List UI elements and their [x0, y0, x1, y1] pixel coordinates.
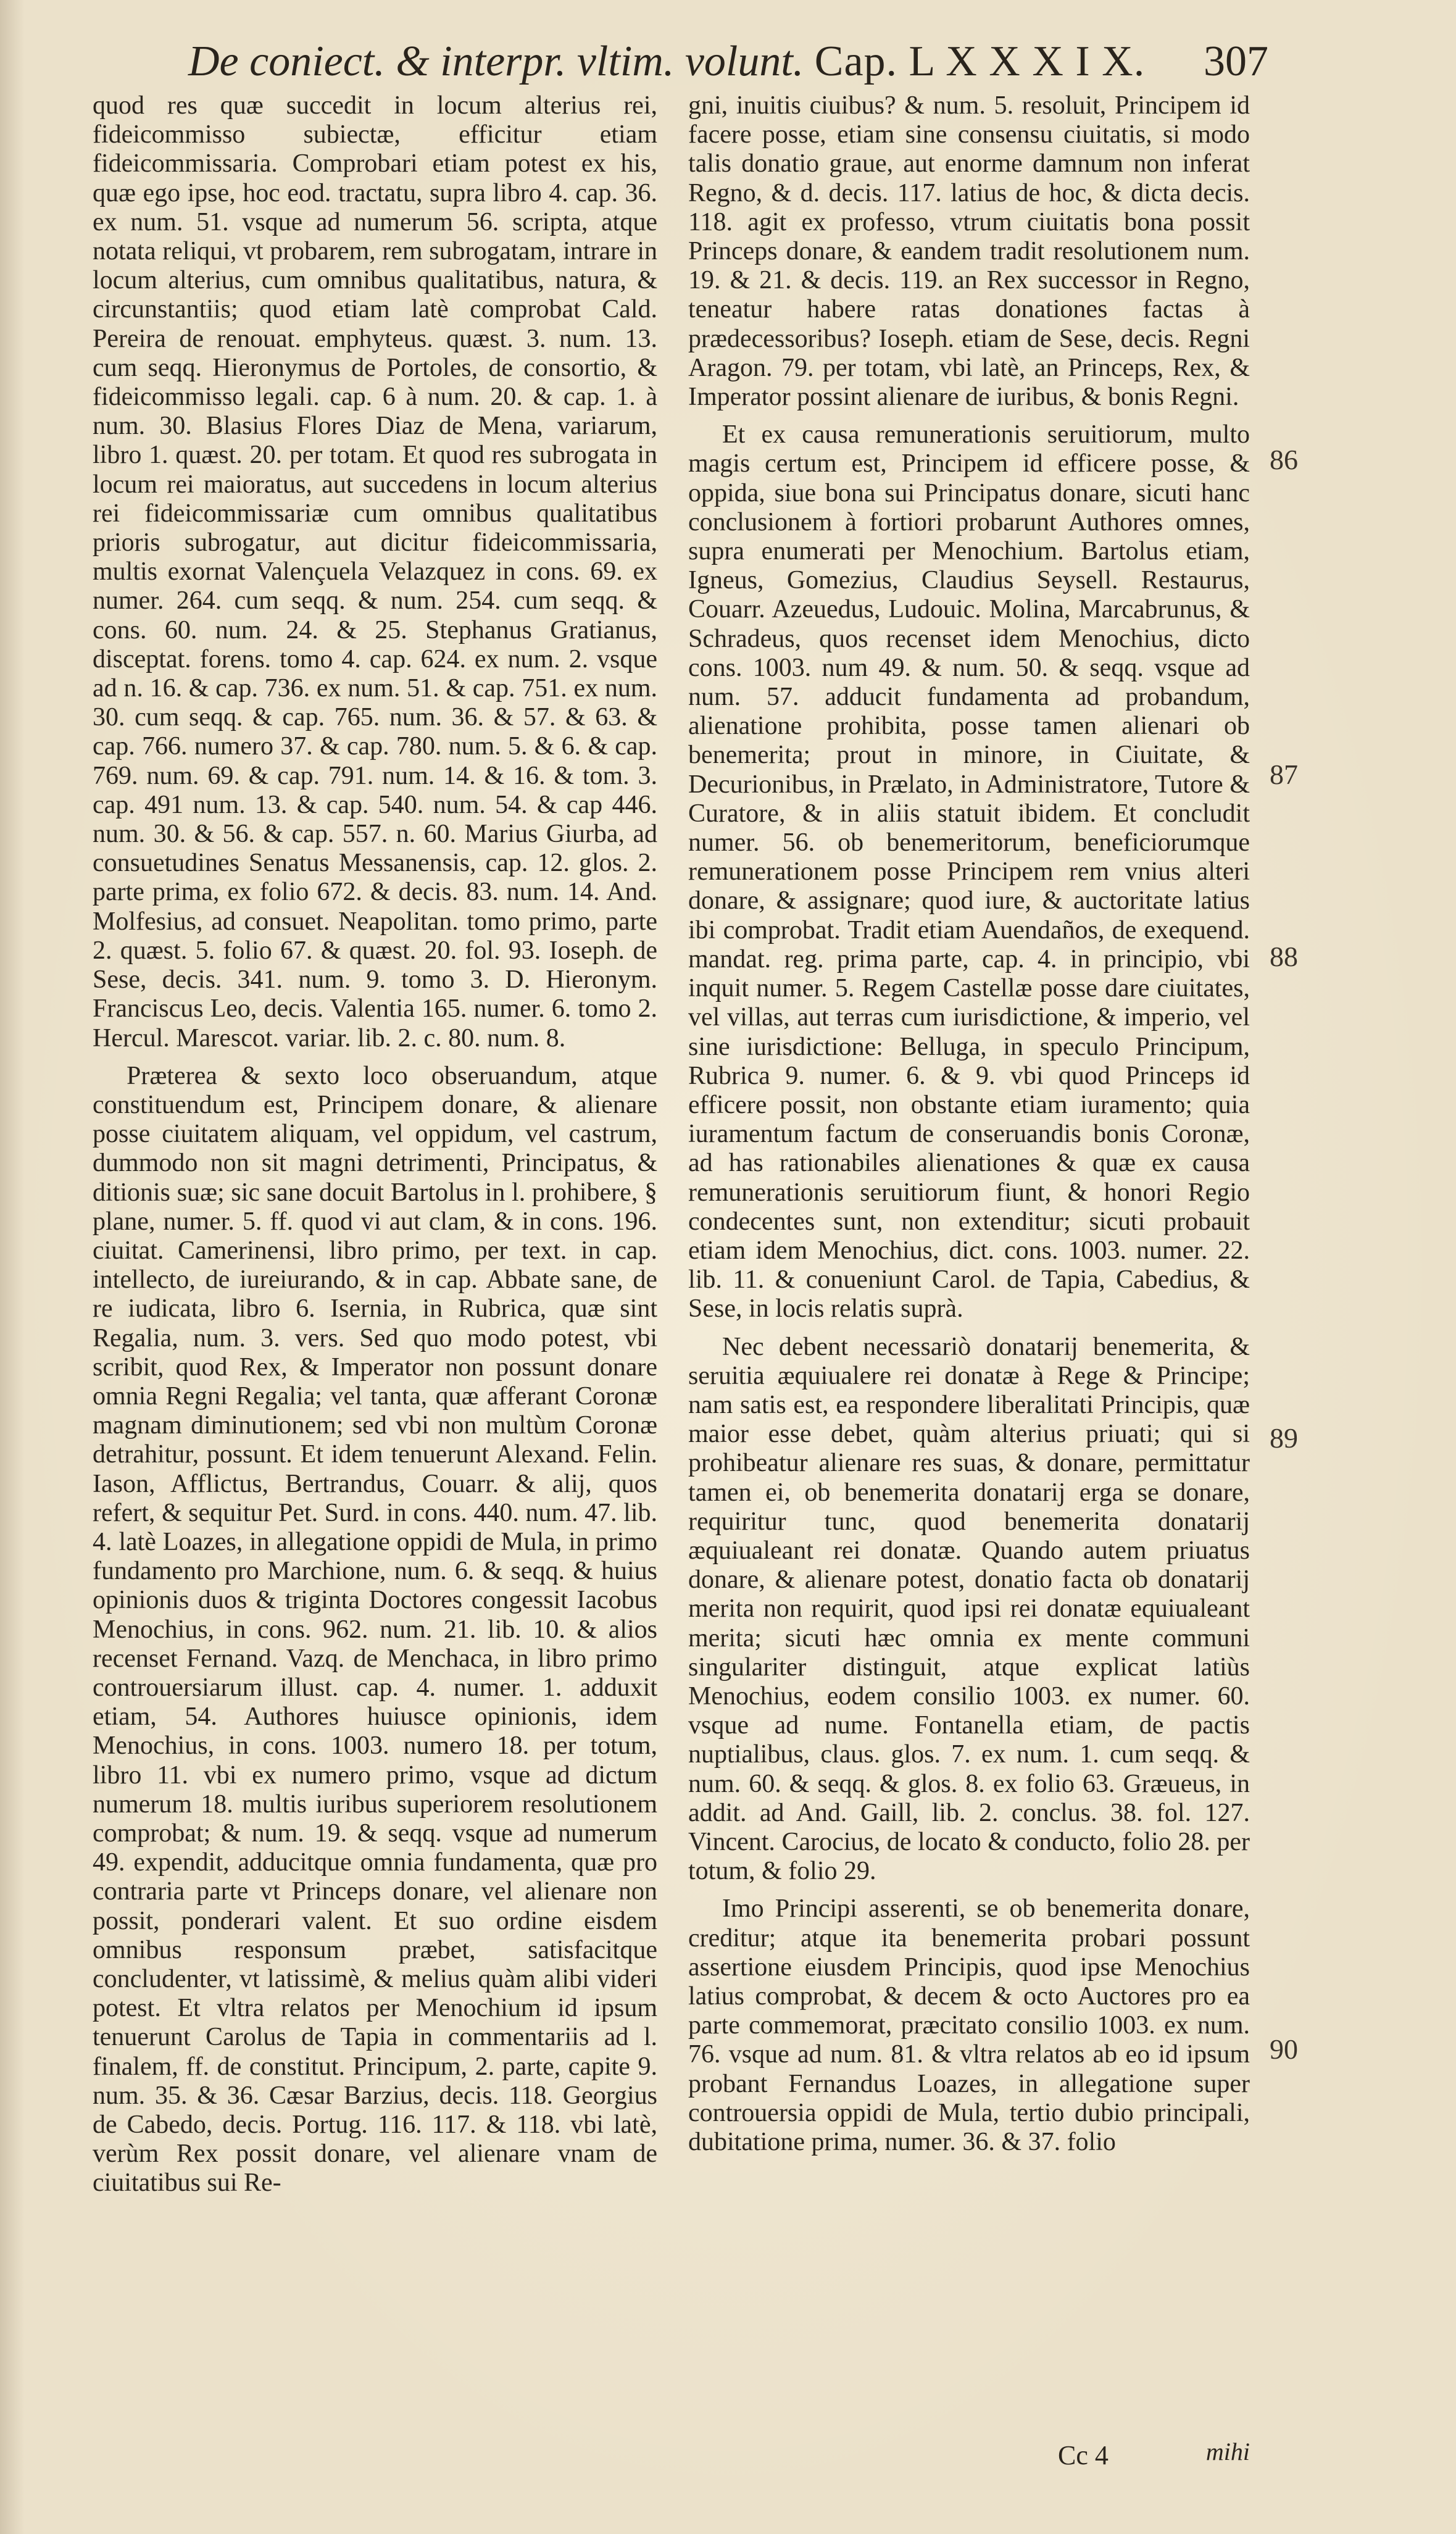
page-number: 307 — [1204, 38, 1268, 85]
left-paragraph-1: quod res quæ succedit in locum alterius rei, fideicommisso subiectæ, efficitur etiam fideicommissaria. Comprobari etiam potest ex his, quæ ego ipse, hoc eod. tractatu, supra libro 4. cap. 36. ex num. 51. vsque ad numerum 56. scripta, atque notata reliqui, vt probarem, rem subrogatam, intrare in locum alterius, cum omnibus qualitatibus, natura, & circunstantiis; quod etiam latè comprobat Cald. Pereira de renouat. emphyteus. quæst. 3. num. 13. cum seqq. Hieronymus de Portoles, de consortio, & fideicommisso legali. cap. 6 à num. 20. & cap. 1. à num. 30. Blasius Flores Diaz de Mena, variarum, libro 1. quæst. 20. per totam. Et quod res subrogata in locum rei maioratus, aut succedens in locum alterius rei fideicommissariæ cum omnibus qualitatibus prioris subrogatur, aut dicitur fideicommissaria, multis exornat Valençuela Velazquez in cons. 69. ex numer. 264. cum seqq. & num. 254. cum seqq. & cons. 60. num. 24. & 25. Stephanus Gratianus, disceptat. forens. tomo 4. cap. 624. ex num. 2. vsque ad n. 16. & cap. 736. ex num. 51. & cap. 751. ex num. 30. cum seqq. & cap. 765. num. 36. & 57. & 63. & cap. 766. numero 37. & cap. 780. num. 5. & 6. & cap. 769. num. 69. & cap. 791. num. 14. & 16. & tom. 3. cap. 491 num. 13. & cap. 540. num. 54. & cap 446. num. 30. & 56. & cap. 557. n. 60. Marius Giurba, ad consuetudines Senatus Messanensis, cap. 12. glos. 2. parte prima, ex folio 672. & decis. 83. num. 14. And. Molfesius, ad consuet. Neapolitan. tomo primo, parte 2. quæst. 5. folio 67. & quæst. 20. fol. 93. Ioseph. de Sese, decis. 341. num. 9. tomo 3. D. Hieronym. Franciscus Leo, decis. Valentia 165. numer. 6. tomo 2. Hercul. Marescot. variar. lib. 2. c. 80. num. 8. — [93, 91, 657, 1052]
signature-mark: Cc 4 — [1058, 2440, 1109, 2470]
right-paragraph-1: gni, inuitis ciuibus? & num. 5. resoluit, Principem id facere posse, etiam sine consensu ciuitatis, si modo talis donatio graue, aut enorme damnum non inferat Regno, & d. decis. 117. latius de hoc, & dicta decis. 118. agit ex professo, vtrum ciuitatis bona possit Princeps donare, & eandem tradit resolutionem num. 19. & 21. & decis. 119. an Rex successor in Regno, teneatur habere ratas donationes factas à prædecessoribus? Ioseph. etiam de Sese, decis. Regni Aragon. 79. per totam, vbi latè, an Princeps, Rex, & Imperator possint alienare de iuribus, & bonis Regni. — [688, 91, 1250, 412]
margin-note-90: 90 — [1270, 2033, 1298, 2065]
right-column — [688, 91, 1250, 2157]
running-head-chapter: Cap. L X X X I X. — [814, 38, 1146, 85]
right-paragraph-4: Imo Principi asserenti, se ob benemerita donare, creditur; atque ita benemerita probari possunt assertione eiusdem Principis, quod ipse Menochius latius comprobat, & decem & octo Auctores pro ea parte commemorat, præcitato consilio 1003. ex num. 76. vsque ad num. 81. & vltra relatos ab eo id ipsum probant Fernandus Loazes, in allegatione super controuersia oppidi de Mula, tertio dubio principali, dubitatione prima, numer. 36. & 37. folio — [688, 1894, 1250, 2157]
gutter-shadow — [0, 0, 25, 2534]
margin-note-89: 89 — [1270, 1422, 1298, 1454]
margin-note-87: 87 — [1270, 759, 1298, 790]
running-head-title: De coniect. & interpr. vltim. volunt. — [188, 38, 804, 85]
running-head — [188, 34, 1299, 90]
margin-note-88: 88 — [1270, 941, 1298, 972]
right-paragraph-3: Nec debent necessariò donatarij benemerita, & seruitia æquiualere rei donatæ à Rege & Principe; nam satis est, ea respondere liberalitati Principis, quæ maior esse debet, quàm alterius priuati; qui si prohibeatur alienare res suas, & donare, permittatur tamen ei, ob benemerita donatarij erga se donare, requiritur tunc, quod benemerita donatarij æquiualeant rei donatæ. Quando autem priuatus donare, & alienare potest, donatio facta ob donatarij merita non requirit, quod ipsi rei donatæ equiualeant merita; sicuti hæc omnia ex mente communi singulariter distinguit, atque explicat latiùs Menochius, eodem consilio 1003. ex numer. 60. vsque ad nume. Fontanella etiam, de pactis nuptialibus, claus. glos. 7. ex num. 1. cum seqq. & num. 60. & seqq. & glos. 8. ex folio 63. Græueus, in addit. ad And. Gaill, lib. 2. conclus. 38. fol. 127. Vincent. Carocius, de locato & conducto, folio 28. per totum, & folio 29. — [688, 1332, 1250, 1886]
catchword: mihi — [1205, 2438, 1250, 2465]
right-paragraph-2: Et ex causa remunerationis seruitiorum, multo magis certum est, Principem id efficere posse, & oppida, siue bona sui Principatus donare, sicuti hanc conclusionem à fortiori probarunt Authores omnes, supra enumerati per Menochium. Bartolus etiam, Igneus, Gomezius, Claudius Seysell. Restaurus, Couarr. Azeuedus, Ludouic. Molina, Marcabrunus, & Schradeus, quos recenset idem Menochius, dicto cons. 1003. num 49. & num. 50. & seqq. vsque ad num. 57. adducit fundamenta ad probandum, alienatione prohibita, posse tamen alienari ob benemerita; prout in minore, in Ciuitate, & Decurionibus, in Prælato, in Administratore, Tutore & Curatore, & in aliis statuit ibidem. Et concludit numer. 56. ob benemeritorum, beneficiorumque remunerationem posse Principem rem vnius alteri donare, & assignare; quod iure, & auctoritate latius ibi comprobat. Tradit etiam Auendaños, de exequend. mandat. reg. prima parte, cap. 4. in principio, vbi inquit numer. 5. Regem Castellæ posse dare ciuitates, vel villas, aut terras cum iurisdictione, & imperio, vel sine iurisdictione: Belluga, in speculo Principum, Rubrica 9. numer. 6. & 9. vbi quod Princeps id efficere possit, non obstante etiam iuramento; quia iuramentum factum de conseruandis bonis Coronæ, ad has rationabiles alienationes & quæ ex causa remunerationis seruitiorum fiunt, & honori Regio condecentes sunt, non extenditur; sicuti probauit etiam idem Menochius, dict. cons. 1003. numer. 22. lib. 11. & conueniunt Carol. de Tapia, Cabedius, & Sese, in locis relatis suprà. — [688, 420, 1250, 1323]
margin-note-86: 86 — [1270, 444, 1298, 475]
left-paragraph-2: Præterea & sexto loco obseruandum, atque constituendum est, Principem donare, & alienare posse ciuitatem aliquam, vel oppidum, vel castrum, dummodo non sit magni detrimenti, Principatus, & ditionis suæ; sic sane docuit Bartolus in l. prohibere, § plane, numer. 5. ff. quod vi aut clam, & in cons. 196. ciuitat. Camerinensi, libro primo, per text. in cap. intellecto, de iureiurando, & in cap. Abbate sane, de re iudicata, libro 6. Isernia, in Rubrica, quæ sint Regalia, num. 3. vers. Sed quo modo potest, vbi scribit, quod Rex, & Imperator non possunt donare omnia Regni Regalia; vel tanta, quæ afferant Coronæ magnam diminutionem; sed vbi non multùm Coronæ detrahitur, possunt. Et idem tenuerunt Alexand. Felin. Iason, Afflictus, Bertrandus, Couarr. & alij, quos refert, & sequitur Pet. Surd. in cons. 440. num. 47. lib. 4. latè Loazes, in allegatione oppidi de Mula, in primo fundamento pro Marchione, num. 6. & seqq. & huius opinionis duos & triginta Doctores congessit Iacobus Menochius, in cons. 962. num. 21. lib. 10. & alios recenset Fernand. Vazq. de Menchaca, in libro primo controuersiarum illust. cap. 4. numer. 1. adduxit etiam, 54. Authores huiusce opinionis, idem Menochius, in cons. 1003. numero 18. per totum, libro 11. vbi ex numero primo, vsque ad dictum numerum 18. multis iuribus superiorem resolutionem comprobat; & num. 19. & seqq. vsque ad numerum 49. expendit, adducitque omnia fundamenta, quæ pro contraria parte vt Princeps donare, vel alienare non possit, ponderari valent. Et suo ordine eisdem omnibus responsum præbet, satisfacitque concludenter, vt latissimè, & melius quàm alibi videri potest. Et vltra relatos per Menochium id ipsum tenuerunt Carolus de Tapia in commentariis ad l. finalem, ff. de constitut. Principum, 2. parte, capite 9. num. 35. & 36. Cæsar Barzius, decis. 118. Georgius de Cabedo, decis. Portug. 116. 117. & 118. vbi latè, verùm Rex possit donare, vel alienare vnam de ciuitatibus sui Re- — [93, 1061, 657, 2198]
left-column — [93, 91, 657, 2198]
